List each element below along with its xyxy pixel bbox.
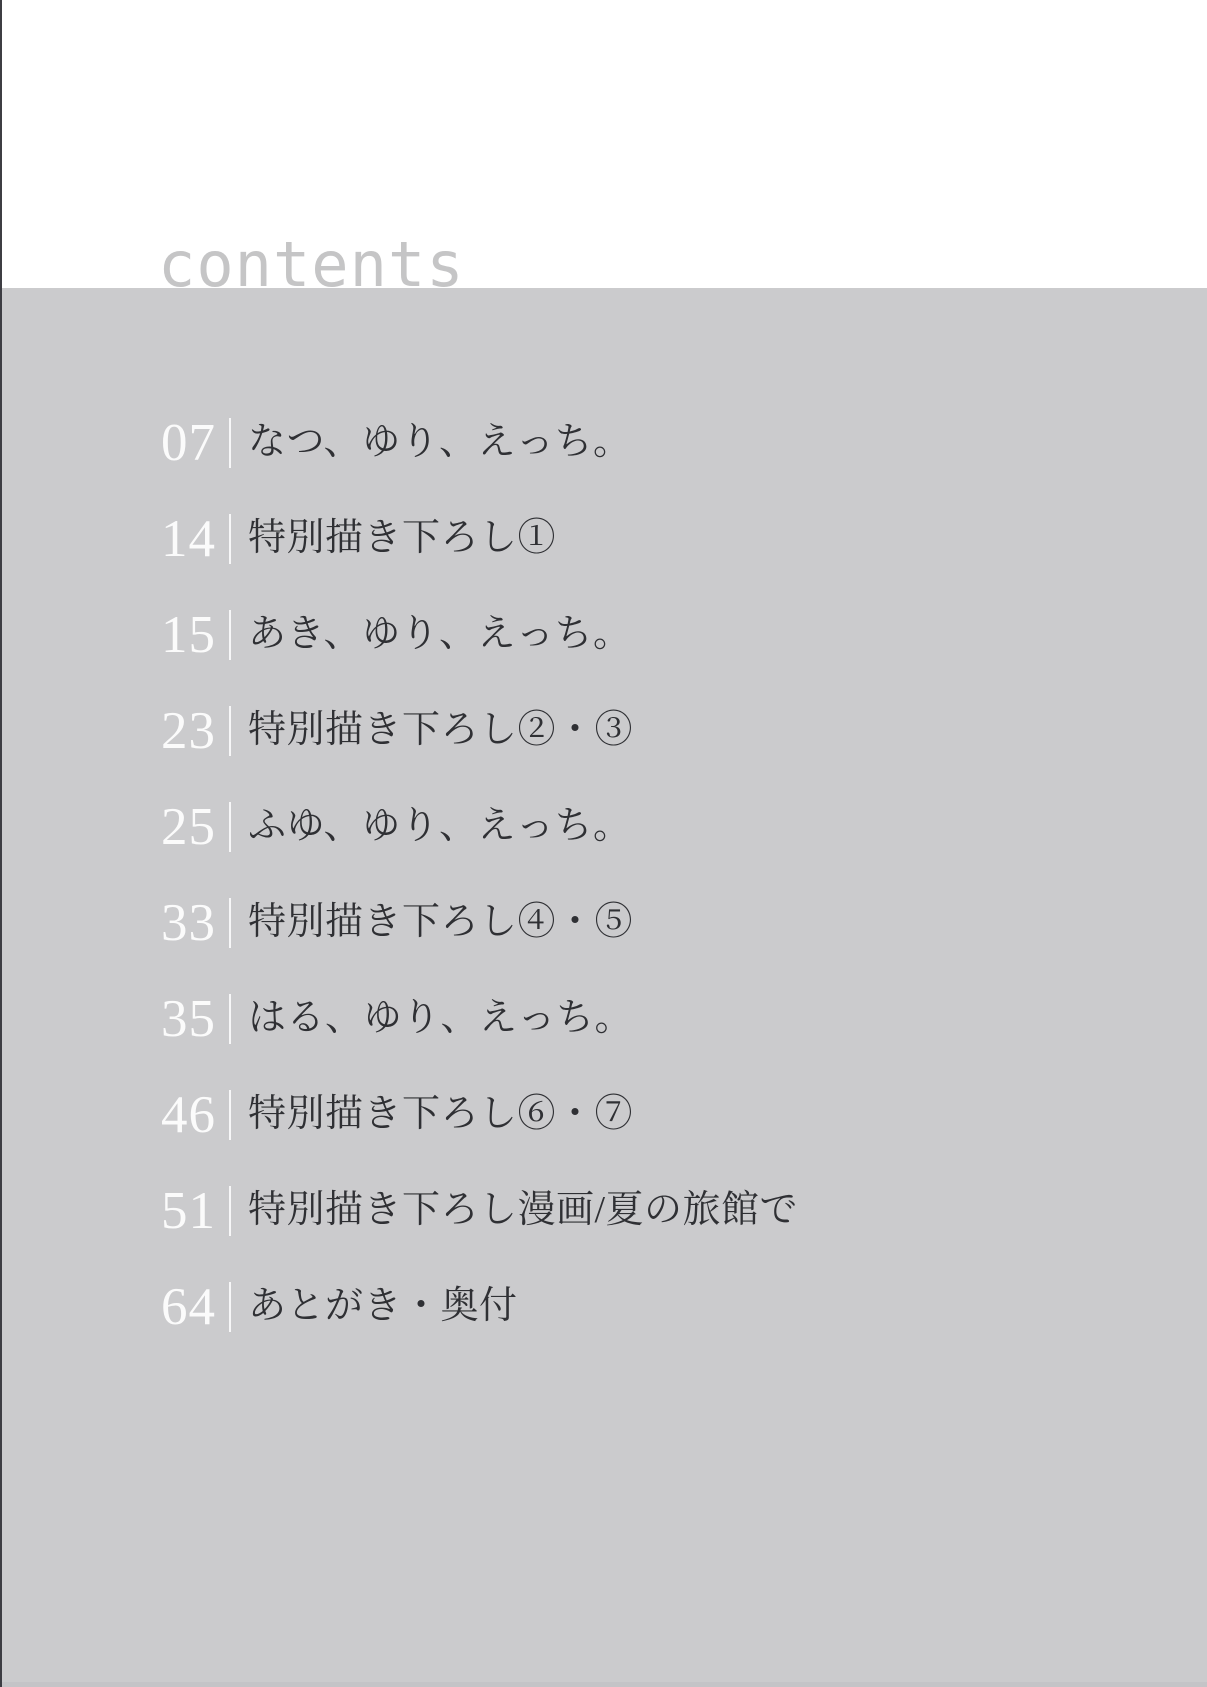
toc-row xyxy=(0,587,1207,683)
header xyxy=(0,0,1207,301)
toc-row xyxy=(0,971,1207,1067)
toc-page-number: 35 xyxy=(161,989,216,1048)
toc-page-number: 51 xyxy=(161,1181,216,1240)
toc-entry-title: なつ、ゆり、えっち。 xyxy=(248,421,632,464)
toc-separator-bar xyxy=(229,418,231,468)
toc-row xyxy=(0,779,1207,875)
toc-page-number: 33 xyxy=(161,893,216,952)
page-bottom-edge xyxy=(0,1682,1207,1687)
toc-entry-title: ふゆ、ゆり、えっち。 xyxy=(248,805,632,848)
toc-entry-title: 特別描き下ろし②・③ xyxy=(248,709,634,752)
toc-page-number: 25 xyxy=(161,797,216,856)
toc-page-number: 46 xyxy=(161,1085,216,1144)
toc-separator-bar xyxy=(229,1090,231,1140)
contents-band xyxy=(0,288,1207,1687)
toc-page-number: 23 xyxy=(161,701,216,760)
toc-page-number: 64 xyxy=(161,1277,216,1336)
toc-page-number: 07 xyxy=(161,413,216,472)
toc-list xyxy=(0,288,1207,1355)
toc-separator-bar xyxy=(229,994,231,1044)
toc-separator-bar xyxy=(229,610,231,660)
toc-entry-title: あとがき・奥付 xyxy=(248,1285,518,1328)
toc-entry-title: あき、ゆり、えっち。 xyxy=(248,613,632,656)
page-title: contents xyxy=(158,228,465,301)
toc-separator-bar xyxy=(229,1282,231,1332)
toc-separator-bar xyxy=(229,1186,231,1236)
toc-separator-bar xyxy=(229,898,231,948)
toc-entry-title: はる、ゆり、えっち。 xyxy=(248,997,634,1040)
toc-page-number: 14 xyxy=(161,509,216,568)
toc-separator-bar xyxy=(229,802,231,852)
toc-entry-title: 特別描き下ろし漫画/夏の旅館で xyxy=(248,1189,799,1232)
toc-row xyxy=(0,491,1207,587)
toc-separator-bar xyxy=(229,706,231,756)
page-left-edge xyxy=(0,0,2,1687)
toc-separator-bar xyxy=(229,514,231,564)
toc-row xyxy=(0,1259,1207,1355)
toc-row xyxy=(0,395,1207,491)
toc-page-number: 15 xyxy=(161,605,216,664)
toc-entry-title: 特別描き下ろし① xyxy=(248,517,557,560)
toc-row xyxy=(0,683,1207,779)
toc-entry-title: 特別描き下ろし⑥・⑦ xyxy=(248,1093,634,1136)
toc-row xyxy=(0,1067,1207,1163)
toc-row xyxy=(0,875,1207,971)
toc-entry-title: 特別描き下ろし④・⑤ xyxy=(248,901,634,944)
toc-row xyxy=(0,1163,1207,1259)
